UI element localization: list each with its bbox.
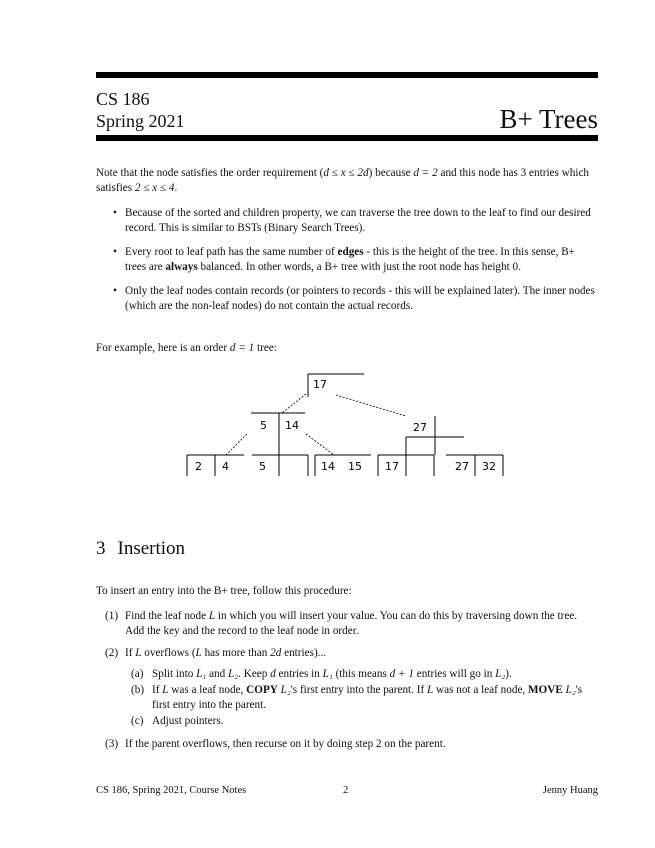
inner-left-key-2: 14 xyxy=(285,419,299,432)
substep-text: was a leaf node, xyxy=(168,684,247,696)
bullet-icon: • xyxy=(113,246,117,258)
substep-math: L₂ xyxy=(228,667,239,680)
substep-text: entries in xyxy=(275,667,323,680)
page-number: 2 xyxy=(343,785,349,796)
bullet-icon: • xyxy=(113,207,117,219)
bullet-text: Every root to leaf path has the same number of xyxy=(125,246,338,258)
intro-text-4: . xyxy=(174,181,178,194)
substep-math: L₂ xyxy=(565,684,576,696)
list-item xyxy=(96,737,598,752)
list-item xyxy=(96,683,598,712)
section-title: Insertion xyxy=(117,538,186,559)
substep-text: ). xyxy=(505,667,512,680)
bullet-text: Only the leaf nodes contain records (or pointers to records - this will be explained later). The inner nodes (which are the non-leaf nodes) do not contain the actual records. xyxy=(125,285,595,312)
substep-bold: COPY xyxy=(246,684,278,696)
step-math: L xyxy=(208,610,216,622)
list-item xyxy=(96,714,598,729)
bullet-bold: always xyxy=(165,260,198,273)
substep-text: Split into xyxy=(152,667,197,680)
substep-math: L₁ xyxy=(196,667,207,680)
substep-text: 's first entry into the parent. xyxy=(152,684,583,711)
root-left-pointer xyxy=(282,394,306,413)
substep-text: (this means xyxy=(332,667,390,680)
footer-left: CS 186, Spring 2021, Course Notes xyxy=(96,785,247,796)
substep-text: If xyxy=(152,684,163,696)
substep-math: L₂ xyxy=(280,684,291,696)
footer-right: Jenny Huang xyxy=(542,785,598,796)
inner-left-pointer-1 xyxy=(226,434,247,455)
step-text: If the parent overflows, then recurse on it by doing step 2 on the parent. xyxy=(125,737,446,750)
step-text: overflows ( xyxy=(141,647,196,659)
substep-math: d xyxy=(270,667,276,680)
bullet-text: - this is the height of the tree. In this sense, B+ trees are xyxy=(125,246,575,273)
list-item xyxy=(96,646,598,729)
inner-left-key-1: 5 xyxy=(260,419,267,432)
step-text: entries)... xyxy=(281,647,327,659)
bullet-text: Because of the sorted and children property, we can traverse the tree down to the leaf to find our desired record. This is similar to BSTs (Binary Search Trees). xyxy=(125,207,591,234)
substep-label: (c) xyxy=(131,715,144,727)
leaf-3-key-1: 14 xyxy=(321,460,335,473)
substep-label: (b) xyxy=(131,684,145,696)
insertion-steps xyxy=(96,609,598,759)
root-right-pointer xyxy=(336,395,406,416)
intro-text-1: Note that the node satisfies the order requirement ( xyxy=(96,167,324,179)
intro-math-1: d ≤ x ≤ 2d xyxy=(323,167,369,179)
course-term: Spring 2021 xyxy=(96,111,185,131)
insertion-intro: To insert an entry into the B+ tree, follow this procedure: xyxy=(96,585,352,597)
step-label: (2) xyxy=(105,647,119,659)
root-key: 17 xyxy=(313,378,327,391)
substep-label: (a) xyxy=(131,667,144,680)
inner-left-pointer-3 xyxy=(306,434,334,455)
substep-math: L xyxy=(162,684,169,696)
intro-text-3: and this node has 3 entries which satisfies xyxy=(96,167,590,194)
step-label: (3) xyxy=(105,737,119,750)
leaf-4-key-1: 17 xyxy=(385,460,399,473)
leaf-3-key-2: 15 xyxy=(348,460,362,473)
substep-math: L₂ xyxy=(495,667,506,680)
bullet-icon: • xyxy=(113,285,117,297)
section-heading xyxy=(96,538,185,560)
step-math: L xyxy=(135,647,142,659)
bullet-text: balanced. In other words, a B+ tree with just the root node has height 0. xyxy=(197,260,521,273)
leaf-5-key-1: 27 xyxy=(455,460,469,473)
intro-text-2: ) because xyxy=(368,167,414,179)
course-code: CS 186 xyxy=(96,89,150,109)
step-text: has more than xyxy=(201,647,271,659)
intro-math-2: d = 2 xyxy=(413,167,438,179)
example-math: d = 1 xyxy=(229,342,255,354)
substep-math: d + 1 xyxy=(389,667,414,680)
list-item xyxy=(96,667,598,682)
leaf-1-key-1: 2 xyxy=(195,460,202,473)
section-number: 3 xyxy=(96,538,106,559)
substep-text: 's first entry into the parent. If xyxy=(290,684,428,696)
document-title: B+ Trees xyxy=(499,104,598,134)
intro-math-3: 2 ≤ x ≤ 4 xyxy=(134,181,175,194)
leaf-5-key-2: 32 xyxy=(482,460,496,473)
step-text: in which you will insert your value. You can do this by traversing down the tree. Add the key and the record to the leaf node in order. xyxy=(125,610,578,637)
example-text-2: tree: xyxy=(254,342,277,354)
step-math: 2d xyxy=(270,647,282,659)
substep-text: . Keep xyxy=(238,667,271,680)
step-label: (1) xyxy=(105,610,119,622)
leaf-1-key-2: 4 xyxy=(222,460,229,473)
substep-text: entries will go in xyxy=(414,667,496,680)
substep-bold: MOVE xyxy=(528,684,563,696)
inner-right-key: 27 xyxy=(413,421,427,434)
step-text: If xyxy=(125,647,136,659)
substep-text: and xyxy=(206,667,229,680)
step-text: Find the leaf node xyxy=(125,610,209,622)
substep-text: Adjust pointers. xyxy=(152,715,224,727)
list-item xyxy=(96,609,598,638)
substep-math: L₁ xyxy=(322,667,333,680)
substep-list xyxy=(125,667,598,729)
example-text-1: For example, here is an order xyxy=(96,342,230,354)
bullet-bold: edges xyxy=(337,246,364,258)
substep-math: L xyxy=(427,684,434,696)
step-math: L xyxy=(195,647,202,659)
substep-text: was not a leaf node, xyxy=(433,684,528,696)
leaf-2-key-1: 5 xyxy=(259,460,266,473)
